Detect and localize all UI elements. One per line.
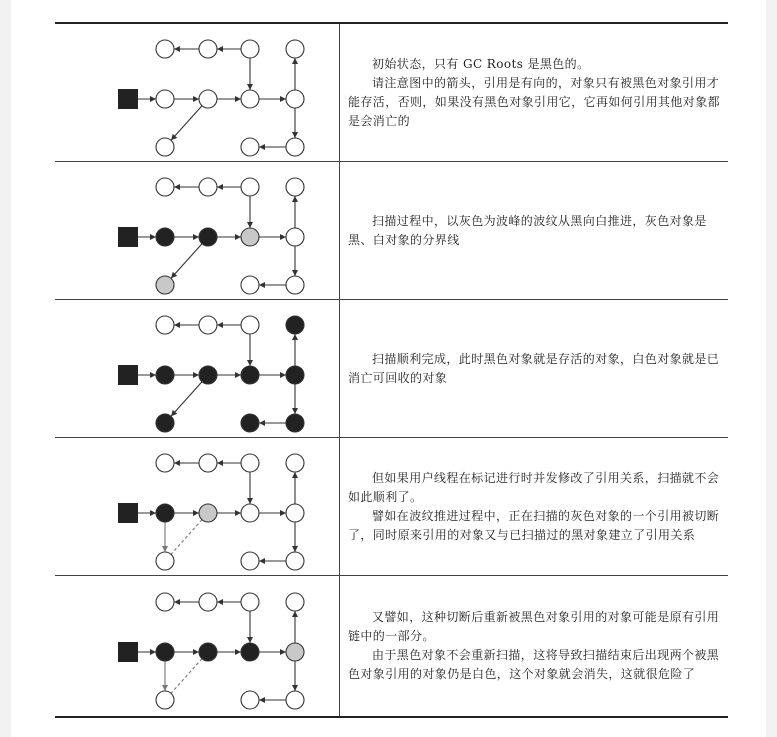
arrowhead xyxy=(292,132,298,138)
object-node xyxy=(156,414,174,432)
reference-arrow xyxy=(171,520,202,555)
object-node xyxy=(286,178,304,196)
arrowhead xyxy=(259,558,265,564)
arrowhead xyxy=(259,282,265,288)
object-node xyxy=(286,366,304,384)
object-node xyxy=(199,228,217,246)
object-node xyxy=(241,316,259,334)
object-node xyxy=(241,40,259,58)
table-row xyxy=(55,438,728,576)
arrowhead xyxy=(259,420,265,426)
description-paragraph: 扫描过程中，以灰色为波峰的波纹从黑向白推进，灰色对象是黑、白对象的分界线 xyxy=(348,213,707,247)
arrowhead xyxy=(247,222,253,228)
object-node xyxy=(286,316,304,334)
object-node xyxy=(199,504,217,522)
gc-roots-square xyxy=(118,89,138,109)
object-node xyxy=(241,90,259,108)
arrowhead xyxy=(174,599,180,605)
gc-roots-square xyxy=(118,365,138,385)
arrowhead xyxy=(259,144,265,150)
arrowhead xyxy=(235,372,241,378)
description-paragraph: 初始状态，只有 GC Roots 是黑色的。 xyxy=(372,56,590,71)
object-node xyxy=(156,552,174,570)
arrowhead xyxy=(292,58,298,64)
object-node xyxy=(286,276,304,294)
object-node xyxy=(199,366,217,384)
table-row xyxy=(55,162,728,300)
figure-cell xyxy=(55,162,340,299)
object-node xyxy=(286,504,304,522)
arrowhead xyxy=(150,372,156,378)
arrowhead xyxy=(280,510,286,516)
arrowhead xyxy=(235,510,241,516)
arrowhead xyxy=(247,498,253,504)
object-node xyxy=(199,454,217,472)
object-node xyxy=(199,316,217,334)
description-paragraph: 请注意图中的箭头，引用是有向的，对象只有被黑色对象引用才能存活，否则，如果没有黑色对象引用它，它再如何引用其他对象都是会消亡的 xyxy=(348,75,721,128)
arrowhead xyxy=(280,234,286,240)
object-node xyxy=(241,178,259,196)
gc-roots-square xyxy=(118,503,138,523)
object-graph-diagram xyxy=(55,438,340,576)
arrowhead xyxy=(259,697,265,703)
arrowhead xyxy=(193,234,199,240)
object-graph-diagram xyxy=(55,24,340,162)
object-graph-diagram xyxy=(55,576,340,716)
arrowhead xyxy=(217,322,223,328)
object-node xyxy=(241,276,259,294)
object-node xyxy=(286,454,304,472)
arrowhead xyxy=(150,649,156,655)
arrowhead xyxy=(174,184,180,190)
description-paragraph: 譬如在波纹推进过程中，正在扫描的灰色对象的一个引用被切断了，同时原来引用的对象又与已扫描过的黑对象建立了引用关系 xyxy=(348,508,720,542)
arrowhead xyxy=(217,599,223,605)
object-node xyxy=(286,593,304,611)
object-node xyxy=(156,228,174,246)
arrowhead xyxy=(292,196,298,202)
description-cell xyxy=(340,24,728,161)
arrowhead xyxy=(193,372,199,378)
object-node xyxy=(156,593,174,611)
arrowhead xyxy=(174,460,180,466)
arrowhead xyxy=(280,96,286,102)
arrowhead xyxy=(235,234,241,240)
arrowhead xyxy=(217,46,223,52)
object-node xyxy=(241,552,259,570)
arrowhead xyxy=(292,472,298,478)
table-row xyxy=(55,24,728,162)
description-paragraph: 又譬如，这种切断后重新被黑色对象引用的对象可能是原有引用链中的一部分。 xyxy=(348,610,720,643)
description-paragraph: 由于黑色对象不会重新扫描，这将导致扫描结束后出现两个被黑色对象引用的对象仍是白色，这个对象就会消失，这就很危险了 xyxy=(348,648,720,681)
description-paragraph: 但如果用户线程在标记进行时并发修改了引用关系，扫描就不会如此顺利了。 xyxy=(348,470,720,504)
arrowhead xyxy=(150,510,156,516)
object-node xyxy=(241,138,259,156)
arrowhead xyxy=(292,685,298,691)
reference-arrow xyxy=(171,382,202,417)
object-node xyxy=(241,593,259,611)
object-node xyxy=(286,90,304,108)
object-node xyxy=(156,643,174,661)
object-node xyxy=(199,90,217,108)
arrowhead xyxy=(235,649,241,655)
object-node xyxy=(241,228,259,246)
object-node xyxy=(156,454,174,472)
arrowhead xyxy=(174,322,180,328)
object-node xyxy=(241,454,259,472)
object-node xyxy=(241,691,259,709)
description-cell xyxy=(340,162,728,299)
arrowhead xyxy=(174,46,180,52)
figure-cell xyxy=(55,576,340,716)
arrowhead xyxy=(162,546,168,552)
arrowhead xyxy=(292,611,298,617)
object-node xyxy=(156,366,174,384)
arrowhead xyxy=(150,234,156,240)
object-node xyxy=(156,178,174,196)
description-cell xyxy=(340,438,728,575)
table-row xyxy=(55,576,728,716)
gc-tricolor-table xyxy=(55,22,728,718)
gc-roots-square xyxy=(118,642,138,662)
gc-roots-square xyxy=(118,227,138,247)
object-node xyxy=(286,552,304,570)
object-node xyxy=(241,643,259,661)
object-node xyxy=(156,691,174,709)
object-node xyxy=(156,90,174,108)
object-node xyxy=(286,414,304,432)
object-node xyxy=(156,504,174,522)
object-node xyxy=(241,504,259,522)
reference-arrow xyxy=(171,106,202,141)
document-page xyxy=(11,0,766,737)
arrowhead xyxy=(217,460,223,466)
reference-arrow xyxy=(171,244,202,279)
arrowhead xyxy=(292,546,298,552)
object-node xyxy=(156,40,174,58)
arrowhead xyxy=(235,96,241,102)
figure-cell xyxy=(55,24,340,161)
object-node xyxy=(156,316,174,334)
reference-arrow xyxy=(171,659,202,694)
object-graph-diagram xyxy=(55,300,340,438)
arrowhead xyxy=(280,372,286,378)
arrowhead xyxy=(247,360,253,366)
arrowhead xyxy=(193,649,199,655)
object-graph-diagram xyxy=(55,162,340,300)
arrowhead xyxy=(280,649,286,655)
arrowhead xyxy=(292,408,298,414)
object-node xyxy=(199,593,217,611)
object-node xyxy=(286,691,304,709)
object-node xyxy=(241,366,259,384)
object-node xyxy=(286,138,304,156)
arrowhead xyxy=(193,96,199,102)
table-row xyxy=(55,300,728,438)
arrowhead xyxy=(292,334,298,340)
arrowhead xyxy=(193,510,199,516)
description-cell xyxy=(340,576,728,716)
arrowhead xyxy=(247,84,253,90)
object-node xyxy=(286,643,304,661)
object-node xyxy=(199,643,217,661)
object-node xyxy=(199,40,217,58)
object-node xyxy=(286,40,304,58)
arrowhead xyxy=(247,637,253,643)
object-node xyxy=(156,138,174,156)
description-cell xyxy=(340,300,728,437)
arrowhead xyxy=(162,685,168,691)
object-node xyxy=(156,276,174,294)
figure-cell xyxy=(55,300,340,437)
arrowhead xyxy=(217,184,223,190)
object-node xyxy=(241,414,259,432)
description-paragraph: 扫描顺利完成，此时黑色对象就是存活的对象，白色对象就是已消亡可回收的对象 xyxy=(348,351,720,385)
object-node xyxy=(199,178,217,196)
arrowhead xyxy=(292,270,298,276)
figure-cell xyxy=(55,438,340,575)
arrowhead xyxy=(150,96,156,102)
object-node xyxy=(286,228,304,246)
